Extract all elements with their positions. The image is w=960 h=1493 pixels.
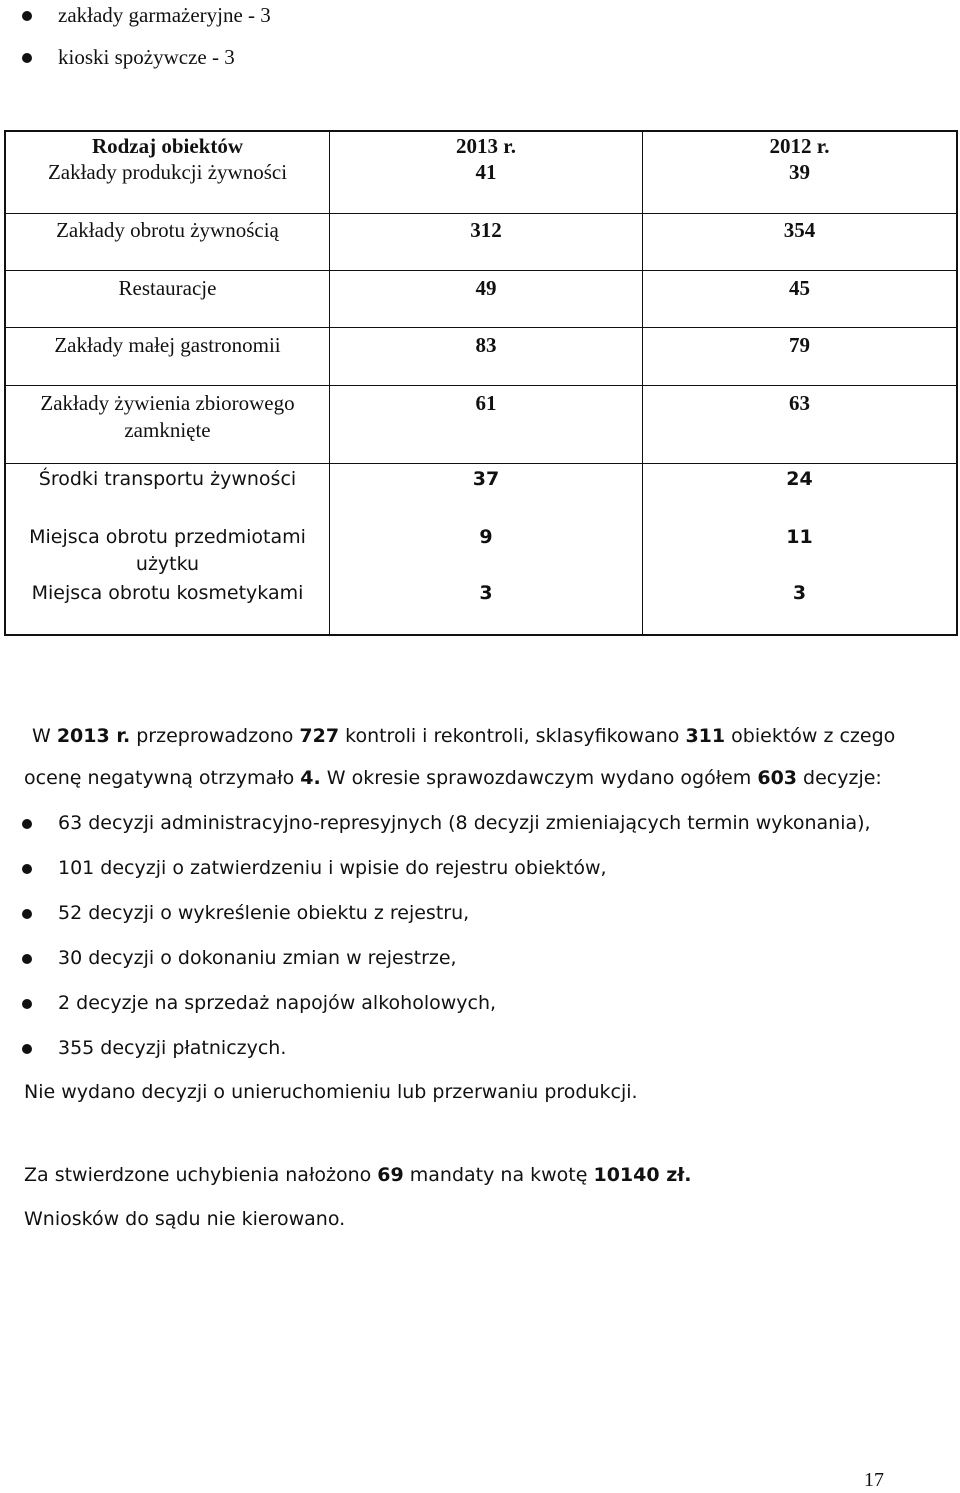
row-value-2012: 354 [783, 218, 816, 242]
text-segment: ocenę negatywną otrzymało [24, 767, 301, 789]
list-item-text: 63 decyzji administracyjno-represyjnych (8 decyzji zmieniających termin wykonania), [58, 812, 871, 834]
row-value-2013: 37 [472, 468, 500, 490]
table-border [4, 270, 958, 271]
year-bold: 2013 r. [56, 725, 131, 747]
row-value-2012: 45 [789, 276, 810, 300]
row-name: Zakłady obrotu żywnością [56, 218, 279, 242]
row-value-2012: 3 [792, 582, 807, 604]
list-item-text: kioski spożywcze - 3 [58, 45, 235, 69]
table-border [4, 463, 958, 464]
bullet-icon [22, 819, 32, 829]
table-border [642, 130, 643, 636]
facilities-table [4, 130, 958, 636]
row-name: Zakłady produkcji żywności [47, 160, 288, 184]
summary-line-1 [32, 722, 895, 750]
row-value-2012: 39 [789, 160, 810, 184]
no-decisions-text: Nie wydano decyzji o unieruchomieniu lub przerwaniu produkcji. [24, 1081, 638, 1103]
row-value-2012: 79 [789, 333, 810, 357]
text-segment: obiektów z czego [725, 725, 896, 747]
row-value-2012: 63 [789, 391, 810, 415]
row-value-2012: 24 [786, 468, 813, 490]
bullet-icon [22, 909, 32, 919]
row-value-2012: 11 [786, 526, 813, 548]
court-text: Wniosków do sądu nie kierowano. [24, 1208, 346, 1230]
table-border [329, 130, 330, 636]
summary-line-2 [24, 764, 882, 792]
table-border [4, 385, 958, 386]
row-name: Restauracje [118, 276, 217, 300]
header-type: Rodzaj obiektów [91, 134, 244, 158]
list-item-text: zakłady garmażeryjne - 3 [58, 3, 271, 27]
bullet-icon [22, 999, 32, 1009]
text-segment: decyzje: [797, 767, 882, 789]
row-name: Miejsca obrotu kosmetykami [31, 582, 304, 604]
row-value-2013: 312 [470, 218, 502, 242]
row-value-2013: 41 [475, 160, 497, 184]
text-segment: Za stwierdzone uchybienia nałożono [24, 1164, 378, 1186]
list-item-text: 30 decyzji o dokonaniu zmian w rejestrze, [58, 947, 457, 969]
text-segment: W [32, 725, 57, 747]
header-2012: 2012 r. [769, 134, 830, 158]
text-segment: W okresie sprawozdawczym wydano ogółem [320, 767, 758, 789]
text-segment: kontroli i rekontroli, sklasyfikowano [339, 725, 686, 747]
decisions-total: 603 [757, 767, 798, 789]
table-border [4, 634, 958, 636]
bullet-icon [22, 954, 32, 964]
row-name: Zakłady żywienia zbiorowego [40, 391, 295, 415]
row-name: Środki transportu żywności [38, 468, 297, 490]
bullet-icon [22, 864, 32, 874]
bullet-icon [22, 11, 32, 21]
row-value-2013: 83 [475, 333, 497, 357]
text-segment: mandaty na kwotę [403, 1164, 594, 1186]
bullet-icon [22, 1044, 32, 1054]
list-item-text: 101 decyzji o zatwierdzeniu i wpisie do rejestru obiektów, [58, 857, 607, 879]
list-item-text: 2 decyzje na sprzedaż napojów alkoholowych, [58, 992, 497, 1014]
row-name: Miejsca obrotu przedmiotami [29, 526, 306, 548]
page-number: 17 [864, 1469, 884, 1491]
bullet-icon [22, 53, 32, 63]
text-segment: przeprowadzono [130, 725, 300, 747]
table-border [956, 130, 958, 636]
row-name-continuation: użytku [135, 553, 200, 575]
row-name: Zakłady małej gastronomii [54, 333, 281, 357]
fines-text [24, 1161, 692, 1189]
row-value-2013: 9 [479, 526, 493, 548]
header-2013: 2013 r. [456, 134, 516, 158]
fines-count: 69 [377, 1164, 404, 1186]
row-value-2013: 61 [475, 391, 497, 415]
row-value-2013: 49 [475, 276, 497, 300]
row-value-2013: 3 [479, 582, 493, 604]
negative-count: 4. [300, 767, 321, 789]
row-name-continuation: zamknięte [124, 418, 211, 442]
table-border [4, 327, 958, 328]
controls-count: 727 [299, 725, 340, 747]
table-border [4, 213, 958, 214]
fines-amount: 10140 zł. [593, 1164, 692, 1186]
objects-count: 311 [685, 725, 726, 747]
list-item-text: 355 decyzji płatniczych. [58, 1037, 287, 1059]
list-item-text: 52 decyzji o wykreślenie obiektu z rejestru, [58, 902, 470, 924]
